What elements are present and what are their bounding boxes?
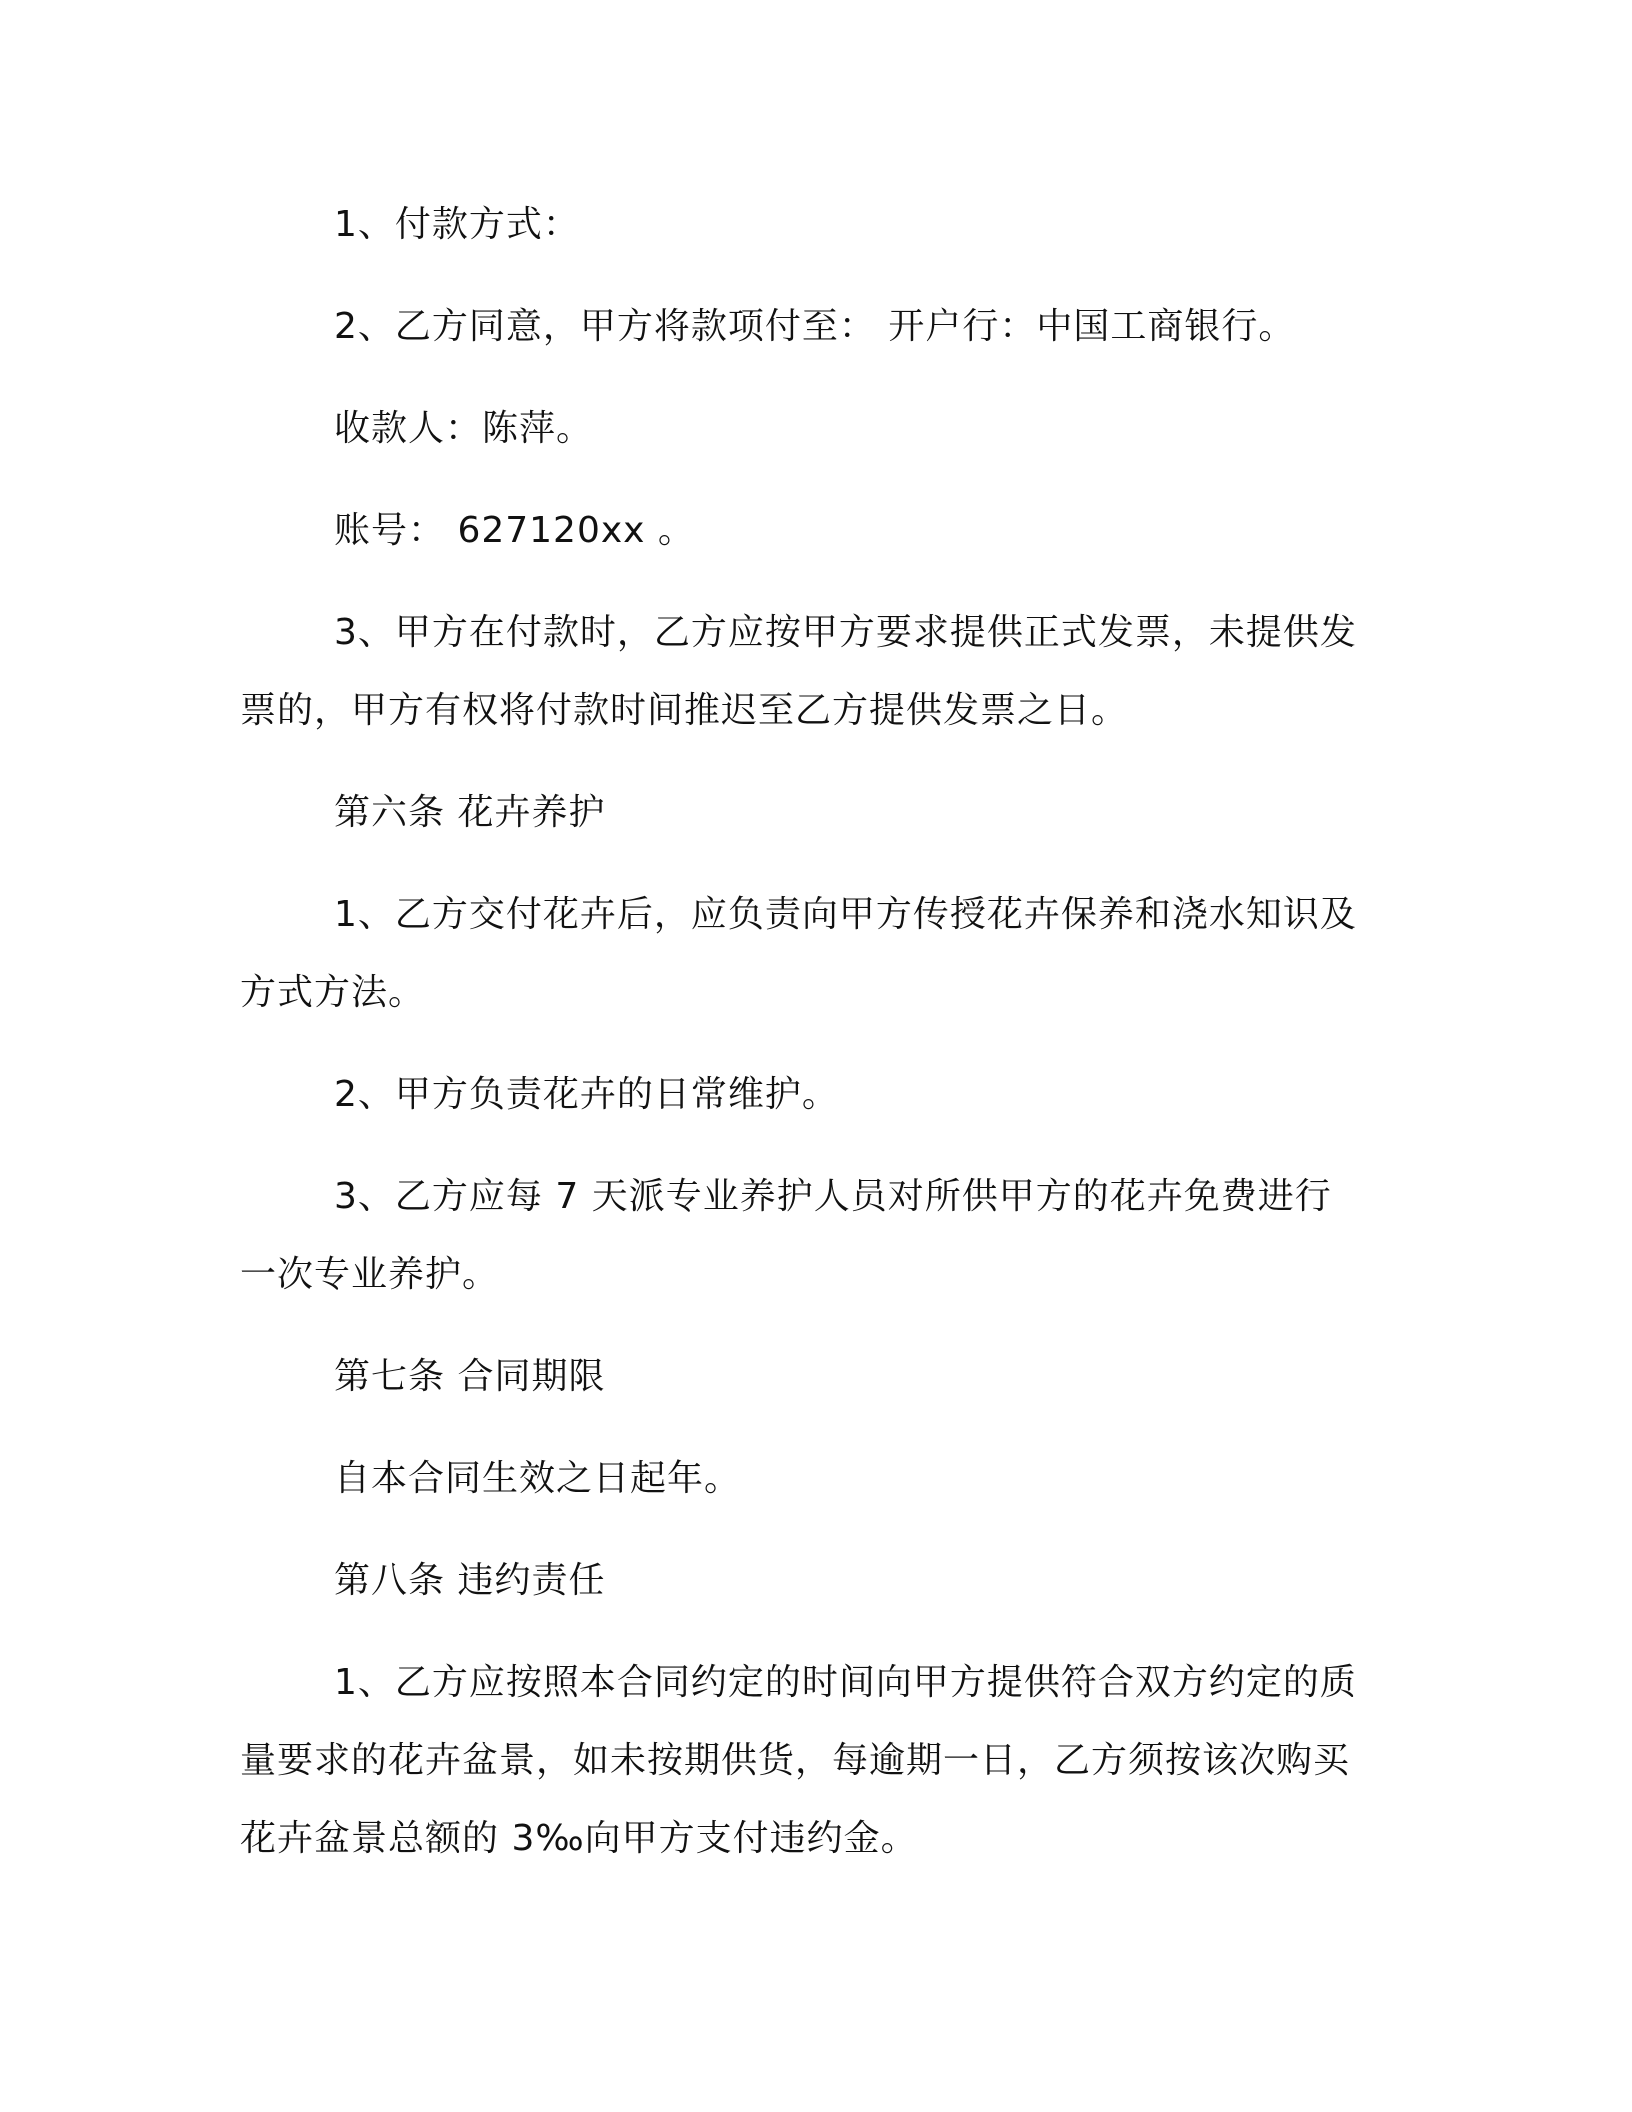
paragraph-payment-bank: 2、乙方同意，甲方将款项付至： 开户行：中国工商银行。 xyxy=(334,306,1296,347)
paragraph-daily-maintenance: 2、甲方负责花卉的日常维护。 xyxy=(334,1074,839,1115)
paragraph-gap xyxy=(240,264,1364,288)
paragraph-gap xyxy=(240,366,1364,390)
paragraph-gap xyxy=(240,852,1364,876)
paragraph-professional-care: 3、乙方应每 7 天派专业养护人员对所供甲方的花卉免费进行一次专业养护。 xyxy=(240,1176,1332,1295)
paragraph-gap xyxy=(240,1134,1364,1158)
paragraph-care-knowledge: 1、乙方交付花卉后，应负责向甲方传授花卉保养和浇水知识及方式方法。 xyxy=(240,894,1357,1013)
heading-article-7: 第七条 合同期限 xyxy=(334,1356,606,1397)
heading-article-6: 第六条 花卉养护 xyxy=(334,792,606,833)
paragraph-payee: 收款人：陈萍。 xyxy=(334,408,594,449)
heading-article-8: 第八条 违约责任 xyxy=(334,1560,606,1601)
paragraph-gap xyxy=(240,1416,1364,1440)
paragraph-payment-method: 1、付款方式： xyxy=(334,204,580,245)
paragraph-invoice: 3、甲方在付款时，乙方应按甲方要求提供正式发票，未提供发票的，甲方有权将付款时间推迟至乙方提供发票之日。 xyxy=(240,612,1357,731)
paragraph-breach-liability: 1、乙方应按照本合同约定的时间向甲方提供符合双方约定的质量要求的花卉盆景，如未按期供货，每逾期一日，乙方须按该次购买花卉盆景总额的 3‰向甲方支付违约金。 xyxy=(240,1662,1357,1859)
paragraph-account-number: 账号： 627120xx 。 xyxy=(334,510,695,551)
paragraph-gap xyxy=(240,468,1364,492)
paragraph-contract-term: 自本合同生效之日起年。 xyxy=(334,1458,742,1499)
document-body xyxy=(240,186,1364,1878)
paragraph-gap xyxy=(240,1314,1364,1338)
paragraph-gap xyxy=(240,1032,1364,1056)
paragraph-gap xyxy=(240,570,1364,594)
paragraph-gap xyxy=(240,750,1364,774)
paragraph-gap xyxy=(240,1620,1364,1644)
paragraph-gap xyxy=(240,1518,1364,1542)
